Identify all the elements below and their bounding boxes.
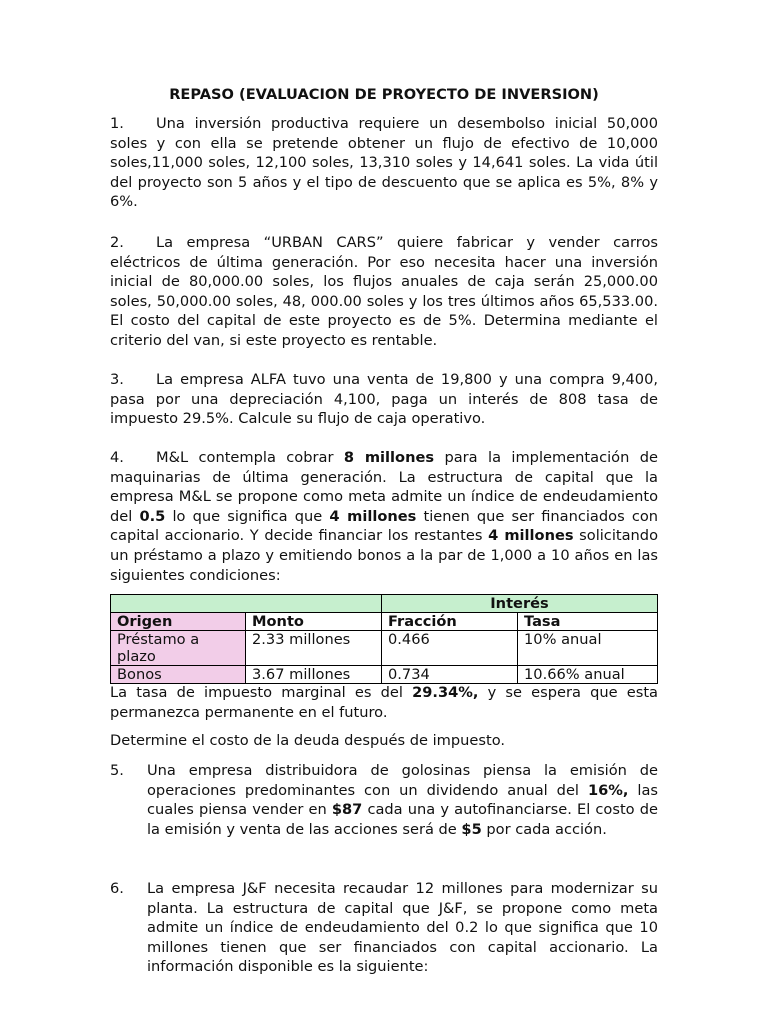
bold-run: $5	[461, 820, 482, 838]
exercise-3	[110, 370, 658, 429]
text-run: y se espera que esta permanezca permanente en el futuro.	[110, 684, 658, 721]
exercise-text: La empresa ALFA tuvo una venta de 19,800 y una compra 9,400, pasa por una depreciación 4,100, paga un interés de 808 tasa de impuesto 29.5%. Calcule su flujo de caja operativo.	[110, 371, 658, 428]
text-run: La tasa de impuesto marginal es del	[110, 684, 413, 701]
table-cell: 3.67 millones	[246, 666, 382, 684]
text-run: para la implementación de maquinarias de última generación. La estructura de capital que la empresa M&L se propone como meta admite un índice de endeudamiento del	[110, 449, 658, 525]
table-header-cell: Fracción	[382, 613, 518, 631]
table-header-cell: Monto	[246, 613, 382, 631]
text-run: tienen que ser financiados con capital accionario. Y decide financiar los restantes	[110, 507, 659, 545]
bold-run: 16%,	[587, 781, 629, 799]
table-row	[111, 631, 658, 666]
exercise-number: 2.	[110, 234, 124, 251]
table-cell: 0.466	[382, 631, 518, 666]
table-cell-empty	[111, 595, 382, 613]
exercise-6: La empresa J&F necesita recaudar 12 millones para modernizar su planta. La estructura de capital que J&F, se propone como meta admite un índice de endeudamiento del 0.2 lo que significa que 10 millones tienen que ser financiados con capital accionario. La información disponible es la siguiente:	[147, 880, 658, 976]
table-cell: Préstamo a plazo	[111, 631, 246, 666]
table-group-header: Interés	[382, 595, 658, 613]
text-run: lo que significa que	[165, 507, 330, 525]
interest-table	[110, 594, 658, 684]
exercise-text: La empresa “URBAN CARS” quiere fabricar y vender carros eléctricos de última generación. Por eso necesita hacer una inversión inicial de 80,000.00 soles, los flujos anuales de caja serán 25,000.00 soles, 50,000.00 soles, 48, 000.00 soles y los tres últimos años 65,533.00. El costo del capital de este proyecto es de 5%. Determina mediante el criterio del van, si este proyecto es rentable.	[110, 234, 658, 349]
text-run: Una empresa distribuidora de golosinas piensa la emisión de operaciones predominantes con un dividendo anual del	[147, 762, 658, 799]
table-cell: 2.33 millones	[246, 631, 382, 666]
text-run: solicitando un préstamo a plazo y emitiendo bonos a la par de 1,000 a 10 años en las siguientes condiciones:	[110, 527, 658, 584]
exercise-1	[110, 114, 658, 212]
bold-run: $87	[331, 801, 363, 819]
exercise-2	[110, 233, 658, 351]
table-header-row	[111, 613, 658, 631]
tax-rate-paragraph	[110, 683, 658, 722]
table-group-header-row	[111, 595, 658, 613]
table-cell: Bonos	[111, 666, 246, 684]
table-cell: 0.734	[382, 666, 518, 684]
text-run: M&L contempla cobrar	[156, 449, 344, 466]
bold-run: 4 millones	[329, 507, 417, 525]
exercise-number: 4.	[110, 449, 124, 466]
exercise-number: 3.	[110, 371, 124, 388]
table-cell: 10% anual	[518, 631, 658, 666]
bold-run: 8 millones	[343, 449, 435, 466]
text-run: por cada acción.	[481, 820, 607, 838]
table-header-cell: Origen	[111, 613, 246, 631]
bold-run: 4 millones	[488, 527, 574, 545]
bold-run: 0.5	[139, 507, 166, 525]
exercise-number: 6.	[110, 880, 124, 897]
exercise-number: 5.	[110, 762, 124, 779]
exercise-text: Una inversión productiva requiere un desembolso inicial 50,000 soles y con ella se pretende obtener un flujo de efectivo de 10,000 soles,11,000 soles, 12,100 soles, 13,310 soles y 14,641 soles. La vida útil del proyecto son 5 años y el tipo de descuento que se aplica es 5%, 8% y 6%.	[110, 115, 658, 211]
document-title: REPASO (EVALUACION DE PROYECTO DE INVERSION)	[169, 86, 599, 103]
table-cell: 10.66% anual	[518, 666, 658, 684]
table-header-cell: Tasa	[518, 613, 658, 631]
determine-paragraph: Determine el costo de la deuda después de impuesto.	[110, 732, 506, 749]
exercise-5	[147, 761, 658, 839]
text-run: cada una y autofinanciarse. El costo de la emisión y venta de las acciones será de	[147, 801, 658, 838]
exercise-number: 1.	[110, 115, 124, 132]
bold-run: 29.34%,	[412, 684, 479, 701]
table-row	[111, 666, 658, 684]
text-run: las cuales piensa vender en	[147, 781, 658, 819]
exercise-4	[110, 448, 658, 585]
